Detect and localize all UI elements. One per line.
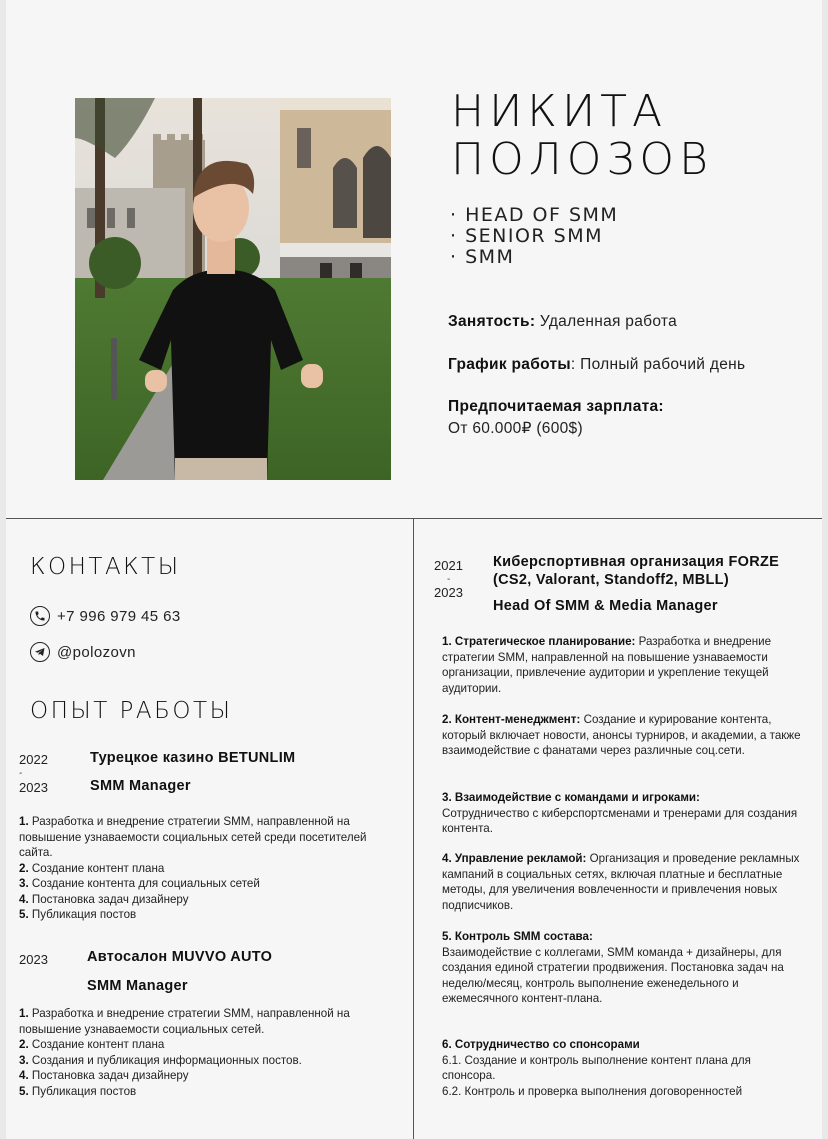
job-year-start: 2021 [434, 558, 463, 573]
candidate-name [451, 88, 713, 184]
job-year-end: 2023 [434, 585, 463, 600]
list-item: 1. Разработка и внедрение стратегии SMM, направленной на повышение узнаваемости социальных сетей. [19, 1007, 350, 1036]
column-divider [413, 519, 414, 1139]
duty-section: 1. Стратегическое планирование: Разработка и внедрение стратегии SMM, направленной на повышение узнаваемости организации, привлечение аудитории и укрепление текущей аудитории. [442, 635, 772, 695]
employment-info [448, 313, 677, 331]
role-list [450, 205, 618, 268]
duty-section: 5. Контроль SMM состава: Взаимодействие с коллегами, SMM команда + дизайнеры, для создания единой стратегии продвижения. Постановка задач на неделю/месяц, контроль выполнение еженедельного и ежемесячного контент-плана. [442, 930, 784, 1006]
contact-phone[interactable] [30, 606, 181, 626]
job-year-start: 2022 [19, 752, 48, 767]
duty-section: 4. Управление рекламой: Организация и проведение рекламных кампаний в социальных сетях, включая платные и бесплатные методы, для увеличения вовлеченности и привлечения новых подписчиков. [442, 852, 800, 912]
list-item: 1. Разработка и внедрение стратегии SMM, направленной на повышение узнаваемости социальных сетей среди посетителей сайта. [19, 815, 367, 859]
role-item: · HEAD OF SMM [450, 205, 618, 226]
list-item: 5. Публикация постов [19, 908, 137, 921]
telegram-handle: @polozovn [57, 643, 136, 661]
contact-telegram[interactable] [30, 642, 136, 662]
duty-section: 6. Сотрудничество со спонсорами 6.1. Создание и контроль выполнение контент плана для спонсора. 6.2. Контроль и проверка выполнения договоренностей [442, 1038, 751, 1098]
job-year-dash: - [19, 768, 23, 779]
list-item: 3. Создания и публикация информационных постов. [19, 1053, 302, 1067]
schedule-label: График работы [448, 356, 571, 373]
job-year-start: 2023 [19, 952, 48, 967]
schedule-value: : Полный рабочий день [570, 356, 746, 373]
role-item: · SMM [450, 247, 618, 268]
salary-info [448, 398, 664, 438]
role-item: · SENIOR SMM [450, 226, 618, 247]
job-year-end: 2023 [19, 780, 48, 795]
salary-value: От 60.000₽ (600$) [448, 420, 583, 437]
list-item: 2. Создание контент плана [19, 1038, 165, 1051]
telegram-icon [30, 642, 50, 662]
job-duties [19, 814, 379, 923]
employment-label: Занятость: [448, 313, 536, 330]
duty-section: 2. Контент-менеджмент: Создание и курирование контента, который включает новости, анонсы турниров, и академии, а также взаимодействие с фанатами через различные соц.сети. [442, 713, 801, 758]
job-company: Киберспортивная организация FORZE (CS2, Valorant, Standoff2, MBLL) [493, 554, 780, 588]
list-item: 4. Постановка задач дизайнеру [19, 892, 189, 906]
job-position: SMM Manager [87, 978, 188, 994]
employment-value: Удаленная работа [535, 313, 678, 330]
list-item: 4. Постановка задач дизайнеру [19, 1069, 189, 1082]
name-first: НИКИТА [451, 86, 668, 137]
job-position: Head Of SMM & Media Manager [493, 598, 718, 614]
job-company: Автосалон MUVVO AUTO [87, 949, 273, 965]
contacts-heading: КОНТАКТЫ [30, 554, 181, 580]
duty-section: 3. Взаимодействие с командами и игроками: Сотрудничество с киберспортсменами и тренерами для создания контента. [442, 791, 798, 836]
phone-icon [30, 606, 50, 626]
list-item: 2. Создание контент плана [19, 861, 165, 875]
job-year-dash: - [447, 574, 451, 585]
job-position: SMM Manager [90, 778, 191, 794]
job-company: Турецкое казино BETUNLIM [90, 750, 296, 766]
schedule-info [448, 356, 745, 374]
job-duties [19, 1006, 381, 1099]
section-divider [6, 518, 822, 519]
experience-heading: ОПЫТ РАБОТЫ [30, 698, 233, 724]
salary-label: Предпочитаемая зарплата: [448, 398, 664, 415]
profile-photo [75, 98, 391, 480]
list-item: 5. Публикация постов [19, 1084, 137, 1098]
phone-number: +7 996 979 45 63 [57, 607, 181, 625]
list-item: 3. Создание контента для социальных сетей [19, 877, 260, 890]
name-last: ПОЛОЗОВ [451, 134, 713, 185]
